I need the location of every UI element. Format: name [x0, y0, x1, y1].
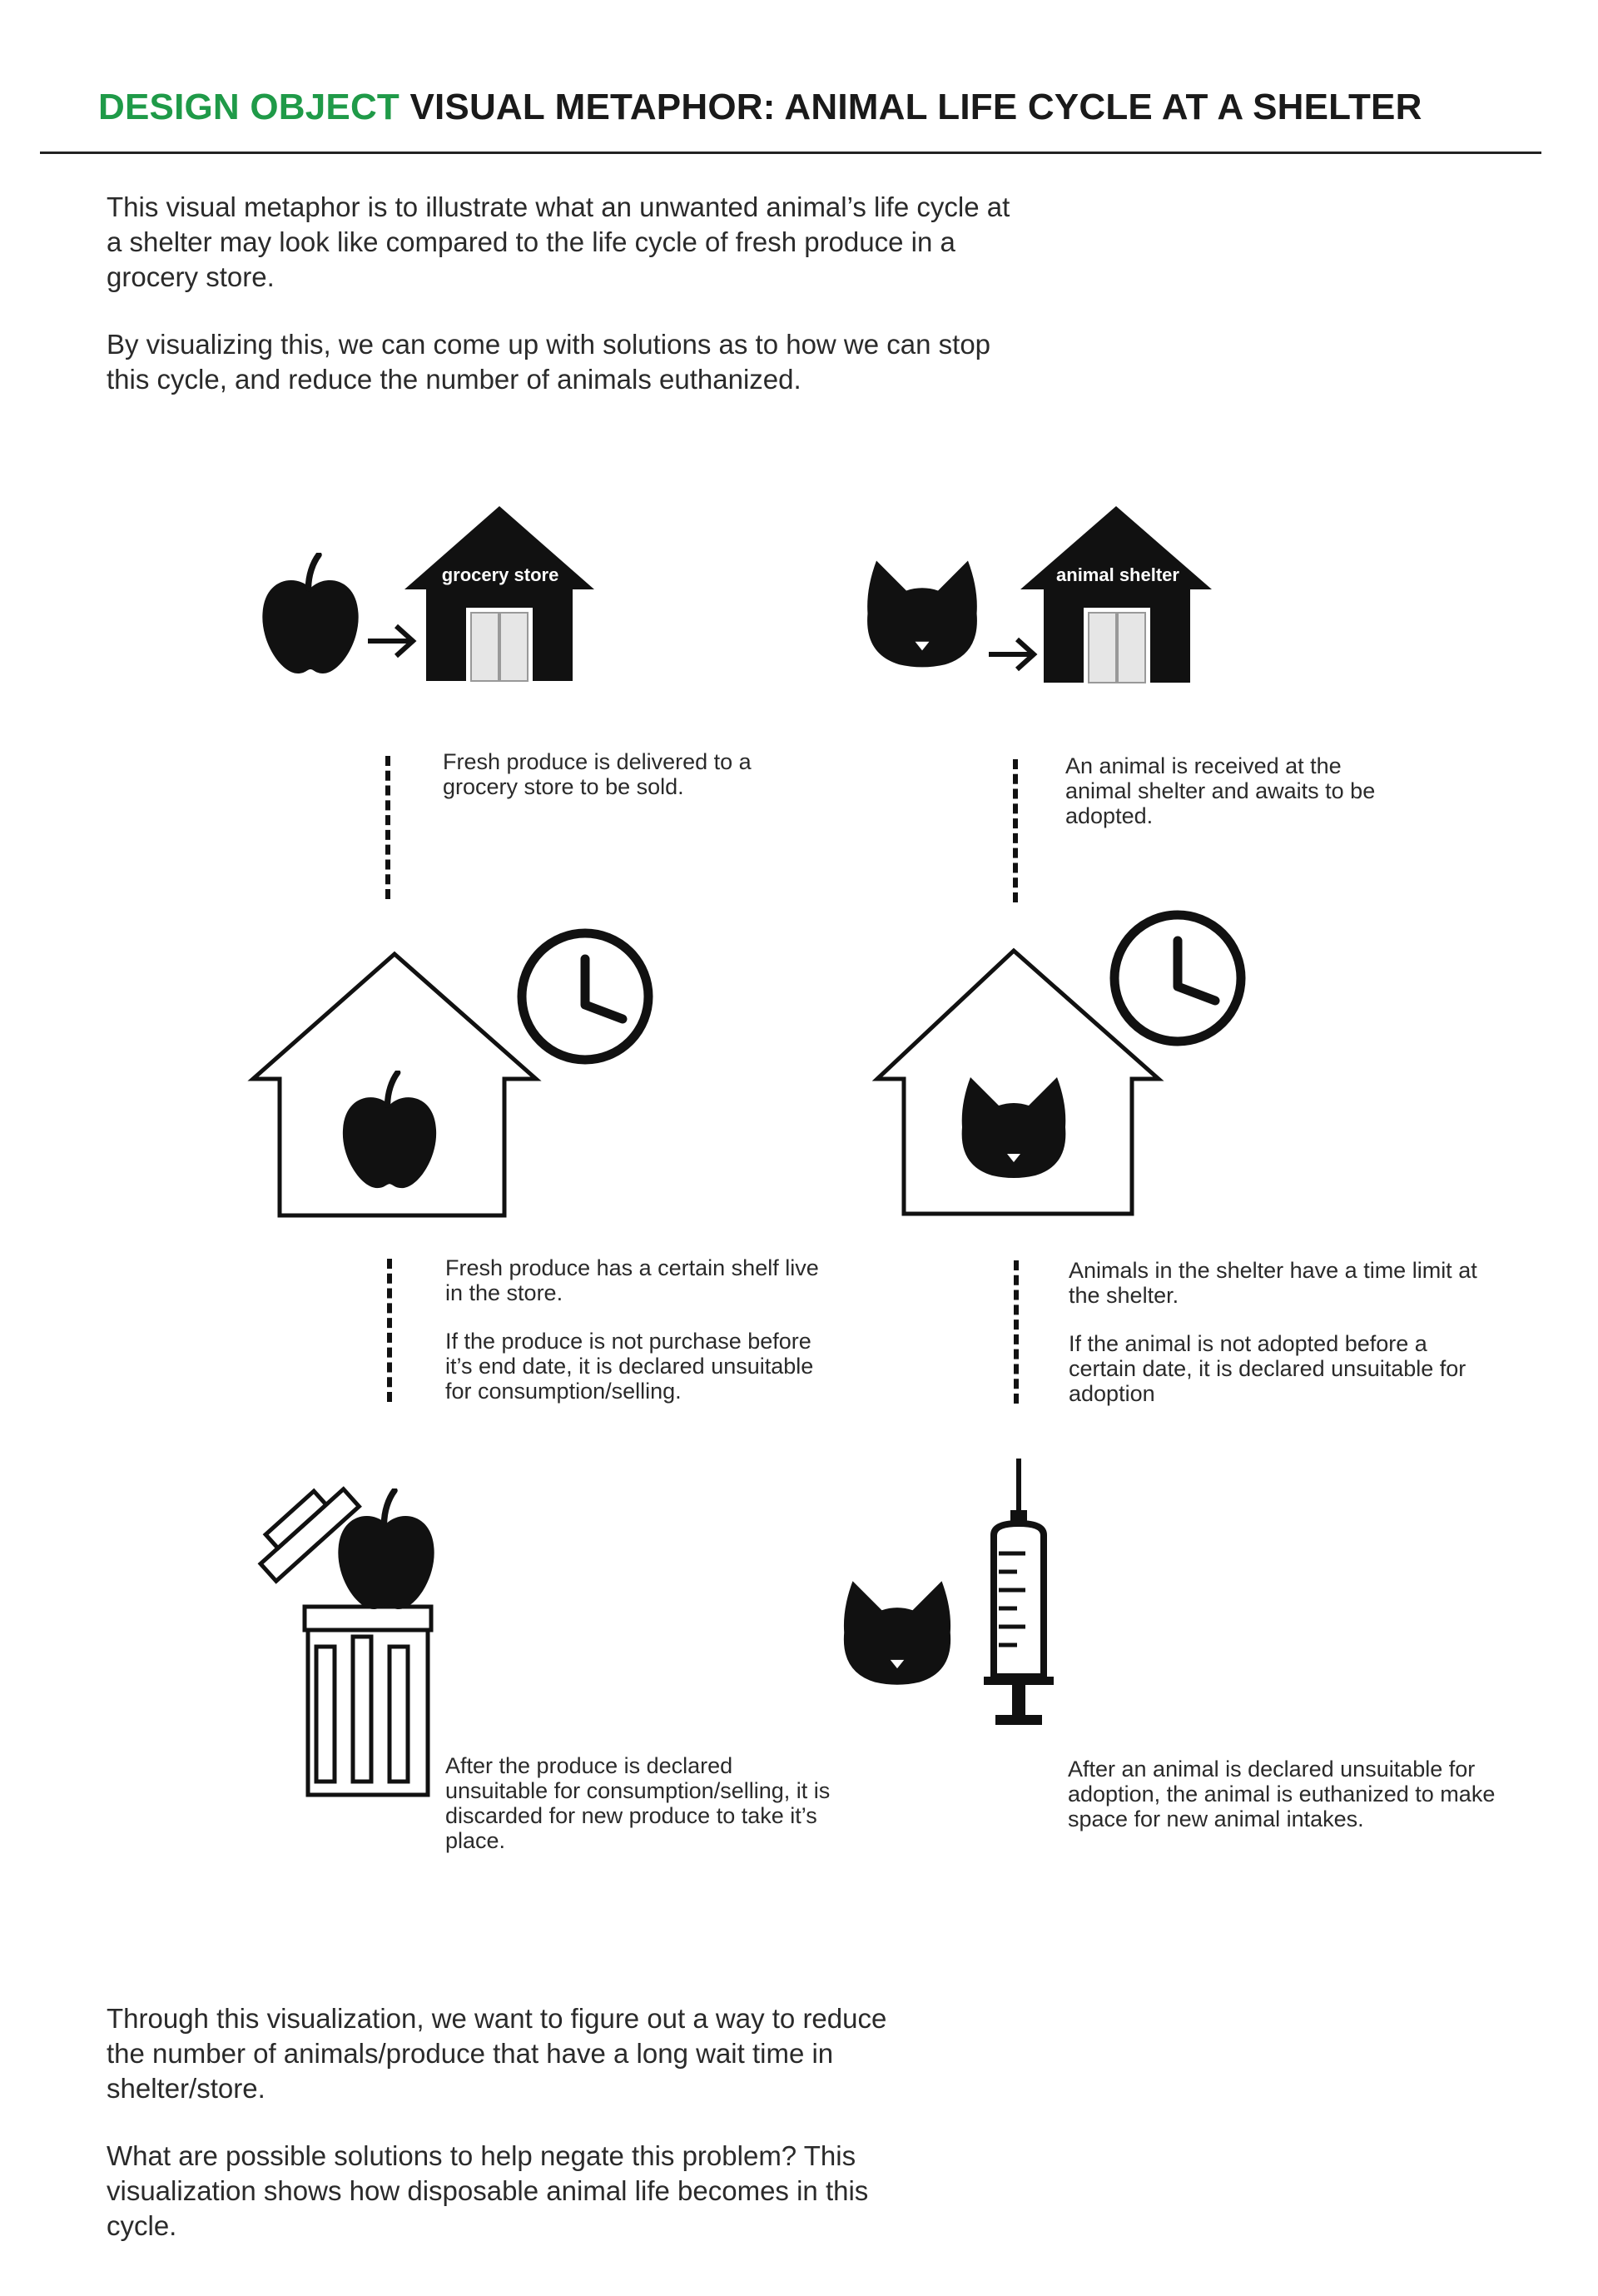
cat-icon — [955, 1066, 1072, 1190]
connector-produce-1 — [385, 756, 395, 899]
outro-paragraph-1: Through this visualization, we want to figure out a way to reduce the number of animals/produce that have a long wait time in shelter/store. — [107, 2003, 887, 2104]
cat-icon — [837, 1570, 957, 1697]
connector-produce-2 — [387, 1259, 397, 1402]
shelter-icon — [1019, 504, 1213, 684]
apple-icon — [336, 1071, 443, 1192]
outro-paragraph-2: What are possible solutions to help negate this problem? This visualization shows how disposable animal life becomes in this cycle. — [107, 2140, 869, 2241]
produce-step-2: Fresh produce has a certain shelf live in the store. If the produce is not purchase before it’s end date, it is declared unsuitable for consumption/selling. — [445, 1255, 819, 1404]
page-title — [98, 87, 1422, 128]
clock-icon — [1107, 907, 1248, 1049]
title-rule — [40, 152, 1541, 154]
connector-animal-2 — [1014, 1260, 1024, 1404]
intro-paragraph-1: This visual metaphor is to illustrate what an unwanted animal’s life cycle at a shelter may look like compared to the life cycle of fresh produce in a grocery store. — [107, 191, 1010, 292]
grocery-store-label: grocery store — [441, 564, 559, 585]
title-rest: VISUAL METAPHOR: ANIMAL LIFE CYCLE AT A SHELTER — [409, 87, 1422, 127]
title-accent: DESIGN OBJECT — [98, 87, 400, 127]
animal-step-1: An animal is received at the animal shelter and awaits to be adopted. — [1065, 753, 1376, 828]
animal-step-3: After an animal is declared unsuitable for adoption, the animal is euthanized to make space for new animal intakes. — [1068, 1757, 1496, 1831]
animal-step-2: Animals in the shelter have a time limit at the shelter. If the animal is not adopted before a certain date, it is declared unsuitable for adoption — [1069, 1258, 1477, 1406]
intro-paragraph-2: By visualizing this, we can come up with solutions as to how we can stop this cycle, and reduce the number of animals euthanized. — [107, 329, 991, 395]
clock-icon — [514, 926, 656, 1067]
store-icon — [403, 504, 596, 683]
produce-step-3: After the produce is declared unsuitable for consumption/selling, it is discarded for new produce to take it’s place. — [445, 1753, 831, 1853]
connector-animal-1 — [1013, 759, 1023, 902]
apple-icon — [256, 553, 365, 678]
animal-shelter-label: animal shelter — [1056, 564, 1179, 585]
syringe-icon — [980, 1455, 1057, 1730]
cat-icon — [861, 551, 984, 678]
produce-step-1: Fresh produce is delivered to a grocery store to be sold. — [443, 749, 752, 799]
apple-icon — [331, 1488, 441, 1613]
